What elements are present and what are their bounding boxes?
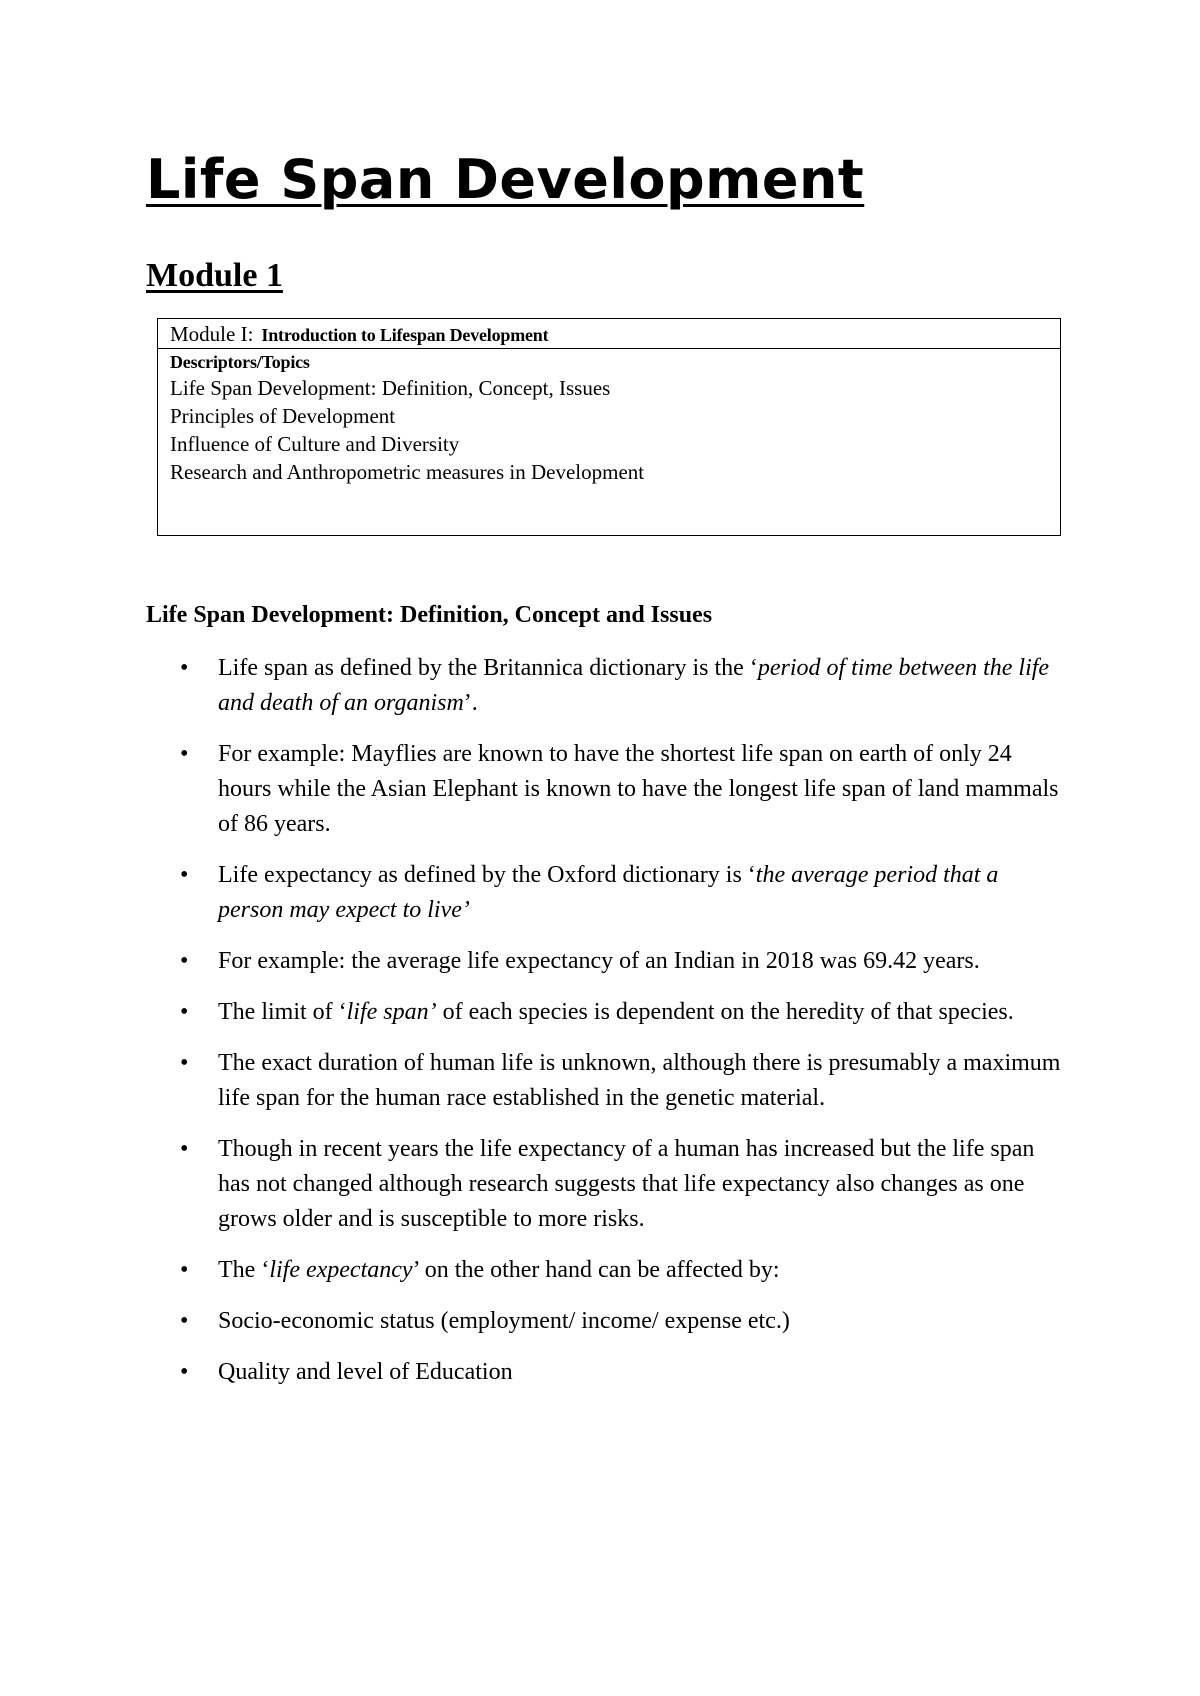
- bullet-text: The limit of ‘: [218, 999, 347, 1025]
- topic-item: Influence of Culture and Diversity: [170, 432, 460, 456]
- bullet-item: [146, 1046, 1066, 1116]
- bullet-text: Though in recent years the life expectancy of a human has increased but the life span has not changed although research suggests that life expectancy also changes as one grows older and is susceptible to more risks.: [218, 1136, 1035, 1232]
- bullet-item: [146, 1355, 1066, 1390]
- bullet-text: Quality and level of Education: [218, 1359, 513, 1385]
- bullet-text: The exact duration of human life is unknown, although there is presumably a maximum life span for the human race established in the genetic material.: [218, 1050, 1061, 1111]
- bullet-item: [146, 737, 1066, 842]
- bullet-list: [146, 651, 1066, 1406]
- module-number-label: Module I:: [170, 322, 254, 346]
- bullet-item: [146, 995, 1066, 1030]
- descriptors-label: Descriptors/Topics: [170, 352, 310, 372]
- module-table-header: [158, 319, 1060, 349]
- module-heading: Module 1: [146, 257, 283, 294]
- bullet-text: ’ on the other hand can be affected by:: [412, 1257, 780, 1283]
- module-table-body: [158, 349, 1060, 486]
- italic-quote: life expectancy: [269, 1257, 413, 1283]
- bullet-text: The ‘: [218, 1257, 270, 1283]
- document-title: Life Span Development: [146, 148, 865, 211]
- bullet-text: of each species is dependent on the heredity of that species.: [436, 999, 1014, 1025]
- bullet-item: [146, 651, 1066, 721]
- bullet-item: [146, 858, 1066, 928]
- italic-quote: period of time between the life and death of an organism: [218, 655, 1050, 716]
- topic-list: [170, 374, 1060, 486]
- bullet-text: Socio-economic status (employment/ income/ expense etc.): [218, 1308, 790, 1334]
- section-heading: Life Span Development: Definition, Concept and Issues: [146, 602, 713, 628]
- bullet-item: [146, 944, 1066, 979]
- bullet-text: For example: Mayflies are known to have the shortest life span on earth of only 24 hours while the Asian Elephant is known to have the longest life span of land mammals of 86 years.: [218, 741, 1059, 837]
- bullet-text: Life expectancy as defined by the Oxford dictionary is ‘: [218, 862, 756, 888]
- bullet-item: [146, 1304, 1066, 1339]
- module-title: Introduction to Lifespan Development: [261, 325, 549, 345]
- bullet-text: ’.: [463, 690, 478, 716]
- module-overview-table: [157, 318, 1061, 536]
- italic-quote: the average period that a person may expect to live’: [218, 862, 999, 923]
- topic-item: Research and Anthropometric measures in Development: [170, 460, 645, 484]
- italic-quote: life span’: [346, 999, 437, 1025]
- topic-item: Life Span Development: Definition, Concept, Issues: [170, 376, 611, 400]
- bullet-text: For example: the average life expectancy of an Indian in 2018 was 69.42 years.: [218, 948, 980, 974]
- topic-item: Principles of Development: [170, 404, 396, 428]
- bullet-text: Life span as defined by the Britannica dictionary is the ‘: [218, 655, 758, 681]
- bullet-item: [146, 1132, 1066, 1237]
- bullet-item: [146, 1253, 1066, 1288]
